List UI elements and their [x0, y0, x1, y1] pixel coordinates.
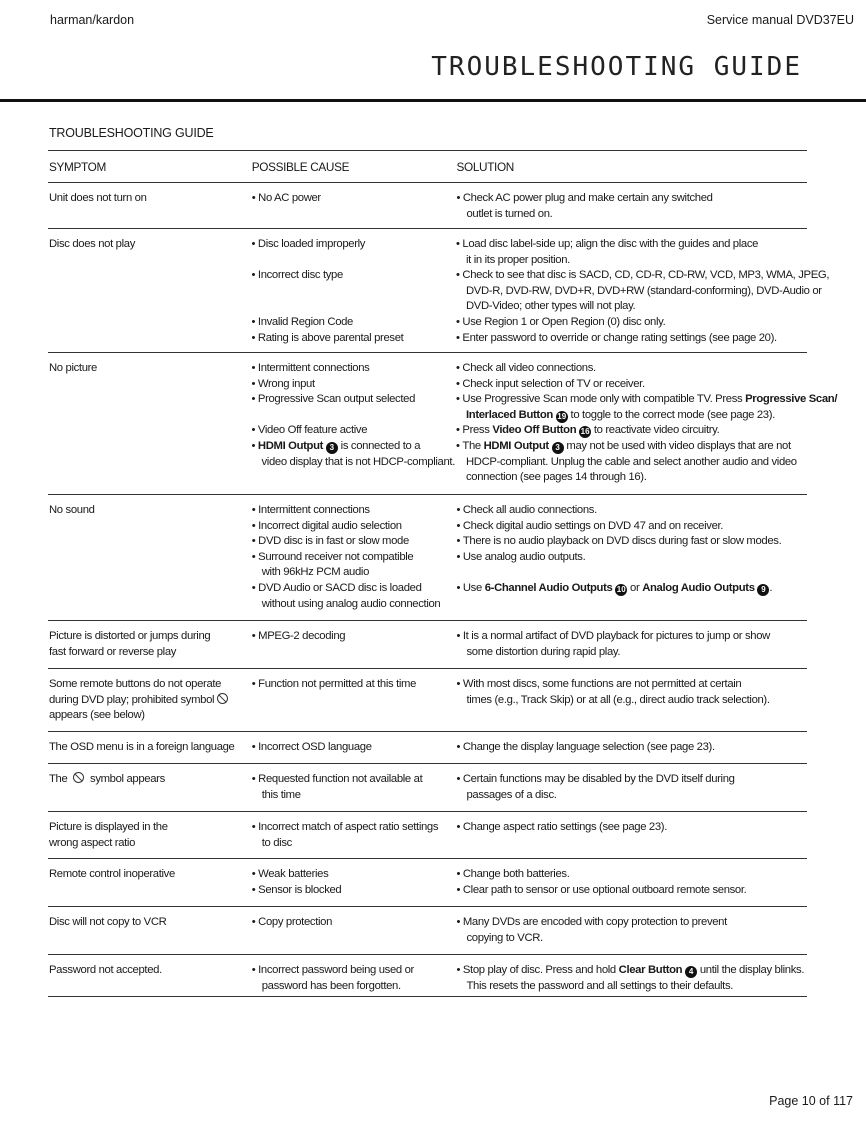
cause-cell: [252, 353, 457, 494]
cause-item: • Surround receiver not compatible: [252, 550, 457, 566]
solution-cell: [456, 764, 807, 811]
button-number-badge: 4: [685, 966, 697, 978]
output-name: 6-Channel Audio Outputs: [484, 581, 613, 594]
symptom-cell: [48, 183, 252, 228]
solution-item-continued: HDCP-compliant. Unplug the cable and select another audio and video: [466, 455, 797, 468]
prohibited-icon: [73, 772, 84, 783]
table-row: [48, 494, 807, 620]
solution-item: • With most discs, some functions are not permitted at certain: [456, 677, 807, 693]
solution-item: • Check to see that disc is SACD, CD, CD-R, CD-RW, VCD, MP3, WMA, JPEG,: [456, 268, 807, 284]
solution-cell: [456, 732, 807, 763]
cause-cell: [252, 859, 457, 906]
solution-item: • Certain functions may be disabled by the DVD itself during: [456, 772, 807, 788]
button-name: HDMI Output: [483, 439, 549, 452]
solution-cell: [456, 907, 807, 954]
button-name: Interlaced Button: [466, 408, 553, 421]
solution-text: Use: [462, 581, 482, 594]
cause-item: • Sensor is blocked: [252, 883, 457, 899]
solution-item: • Check digital audio settings on DVD 47 and on receiver.: [456, 519, 807, 535]
solution-text: to reactivate video circuitry.: [593, 424, 720, 437]
solution-item: • Check all video connections.: [456, 361, 807, 377]
symptom-cell: [48, 955, 252, 996]
symptom-text: Remote control inoperative: [49, 868, 175, 880]
cause-item: • Copy protection: [252, 915, 457, 931]
table-row: [48, 352, 838, 494]
symptom-cell: [48, 732, 252, 763]
cause-item-continued: to disc: [261, 836, 292, 849]
solution-cell: [456, 353, 838, 494]
symptom-text-part: The: [49, 773, 68, 785]
cause-item: • No AC power: [252, 191, 457, 207]
header-rule: [0, 99, 866, 102]
symptom-text-part: during DVD play; prohibited symbol: [49, 693, 215, 706]
cause-item-continued: this time: [261, 788, 301, 801]
solution-item: • Many DVDs are encoded with copy protection to prevent: [456, 915, 807, 931]
cause-item: • Function not permitted at this time: [252, 677, 457, 693]
hdmi-output-label: HDMI Output: [257, 439, 324, 452]
cause-item: • Incorrect disc type: [252, 268, 457, 284]
solution-text: or: [630, 581, 640, 594]
solution-item: • There is no audio playback on DVD discs during fast or slow modes.: [456, 534, 807, 550]
cause-cell: [252, 229, 457, 352]
solution-item: • Check input selection of TV or receiver.: [456, 377, 807, 393]
table-row: [48, 731, 807, 763]
button-number-badge: 9: [757, 584, 769, 596]
cause-item: • Weak batteries: [252, 867, 457, 883]
solution-item-continued: connection (see pages 14 through 16).: [466, 471, 647, 484]
symptom-text: No sound: [49, 504, 95, 516]
page-title: TROUBLESHOOTING GUIDE: [431, 52, 802, 82]
cause-text: is connected to a: [340, 439, 421, 452]
solution-item-continued: [456, 408, 807, 424]
cause-item: • Wrong input: [252, 377, 457, 393]
solution-item: • Change aspect ratio settings (see page 23).: [456, 820, 807, 836]
solution-cell: [456, 859, 807, 906]
symptom-text: [49, 772, 252, 788]
symptom-text: No picture: [49, 362, 97, 374]
symptom-cell: [48, 907, 252, 954]
solution-cell: [456, 183, 807, 228]
symptom-text: The OSD menu is in a foreign language: [49, 741, 235, 753]
cause-item: • Intermittent connections: [252, 503, 457, 519]
solution-item-continued: copying to VCR.: [466, 931, 543, 944]
button-name: Video Off Button: [492, 424, 577, 437]
cause-item: • Disc loaded improperly: [252, 237, 457, 253]
solution-item: • Change both batteries.: [456, 867, 807, 883]
solution-text: may not be used with video displays that are not: [566, 439, 791, 452]
symptom-cell: [48, 229, 252, 352]
solution-item-continued: DVD-R, DVD-RW, DVD+R, DVD+RW (standard-conforming), DVD-Audio or: [466, 284, 822, 297]
solution-text: The: [462, 439, 481, 452]
symptom-text: fast forward or reverse play: [49, 645, 177, 658]
cause-item: • Requested function not available at: [252, 772, 457, 788]
button-number-badge: 3: [326, 442, 338, 454]
table-row: [48, 763, 807, 811]
symptom-cell: [48, 669, 252, 731]
solution-item: [456, 963, 807, 979]
symptom-text: [49, 693, 252, 709]
solution-cell: [456, 812, 807, 858]
symptom-text: Picture is displayed in the: [49, 821, 168, 833]
cause-cell: [252, 812, 457, 858]
cause-item: • Incorrect match of aspect ratio settings: [252, 820, 457, 836]
cause-cell: [252, 764, 457, 811]
cause-cell: [252, 183, 457, 228]
solution-item: • Clear path to sensor or use optional outboard remote sensor.: [456, 883, 807, 899]
cause-cell: [252, 907, 457, 954]
table-row: [48, 668, 807, 731]
button-number-badge: 19: [557, 411, 567, 421]
brand-name: harman/kardon: [50, 13, 135, 27]
symptom-cell: [48, 495, 252, 620]
solution-item: • It is a normal artifact of DVD playback for pictures to jump or show: [456, 629, 807, 645]
solution-text: to toggle to the correct mode (see page 23).: [570, 408, 775, 421]
solution-cell: [456, 955, 807, 996]
column-header-cause: POSSIBLE CAUSE: [251, 159, 350, 174]
solution-item-continued: some distortion during rapid play.: [466, 645, 621, 658]
table-header-row: [48, 150, 807, 182]
symptom-text: appears (see below): [49, 709, 145, 722]
table-row: [48, 620, 807, 668]
solution-text: Press: [462, 424, 490, 437]
symptom-text: Picture is distorted or jumps during: [49, 630, 211, 642]
button-name: Progressive Scan/: [745, 393, 838, 406]
solution-item: • Use Region 1 or Open Region (0) disc only.: [456, 315, 807, 331]
cause-item: • Video Off feature active: [252, 423, 457, 439]
solution-item: [456, 439, 807, 455]
cause-item-continued: video display that is not HDCP-compliant.: [261, 455, 455, 468]
prohibited-icon: [217, 693, 228, 704]
button-number-badge: 10: [616, 584, 626, 594]
solution-item: [456, 581, 807, 597]
symptom-text: Disc does not play: [49, 238, 136, 250]
cause-item-continued: without using analog audio connection: [261, 597, 441, 610]
symptom-text: Disc will not copy to VCR: [49, 916, 167, 928]
cause-item-continued: password has been forgotten.: [261, 979, 401, 992]
solution-text: Stop play of disc. Press and hold: [462, 964, 616, 976]
solution-item: • Enter password to override or change rating settings (see page 20).: [456, 331, 807, 347]
column-header-symptom: SYMPTOM: [49, 159, 106, 174]
symptom-text: Unit does not turn on: [49, 192, 147, 204]
cause-cell: [252, 955, 457, 996]
cause-item: • Rating is above parental preset: [252, 331, 457, 347]
solution-text: Use Progressive Scan mode only with compatible TV. Press: [462, 393, 743, 406]
cause-item: • Progressive Scan output selected: [252, 392, 457, 408]
solution-cell: [456, 229, 830, 352]
solution-item-continued: This resets the password and all settings to their defaults.: [466, 979, 734, 992]
table-row: [48, 858, 807, 906]
button-name: Clear Button: [618, 964, 683, 976]
cause-item: • DVD disc is in fast or slow mode: [252, 534, 457, 550]
solution-item: [456, 423, 807, 439]
table-row: [48, 228, 830, 352]
symptom-cell: [48, 764, 252, 811]
symptom-cell: [48, 621, 252, 668]
section-title: TROUBLESHOOTING GUIDE: [49, 126, 214, 140]
solution-item: • Check AC power plug and make certain any switched: [456, 191, 807, 207]
solution-item-continued: it in its proper position.: [466, 253, 570, 266]
solution-item-continued: passages of a disc.: [466, 788, 557, 801]
symptom-cell: [48, 353, 252, 494]
cause-item: [252, 439, 457, 455]
table-row: [48, 906, 807, 954]
symptom-cell: [48, 812, 252, 858]
cause-item: • Incorrect digital audio selection: [252, 519, 457, 535]
solution-cell: [456, 621, 807, 668]
solution-item-continued: DVD-Video; other types will not play.: [466, 300, 636, 313]
solution-item-continued: times (e.g., Track Skip) or at all (e.g., direct audio track selection).: [466, 693, 770, 706]
solution-cell: [456, 495, 807, 620]
cause-item: • Incorrect password being used or: [252, 963, 457, 979]
cause-item: • MPEG-2 decoding: [252, 629, 457, 645]
table-row: [48, 182, 807, 228]
cause-cell: [252, 669, 457, 731]
cause-item: • DVD Audio or SACD disc is loaded: [252, 581, 457, 597]
output-name: Analog Audio Outputs: [642, 581, 755, 594]
table-row: [48, 811, 807, 858]
solution-text: .: [769, 581, 773, 594]
cause-item-continued: with 96kHz PCM audio: [261, 566, 370, 579]
symptom-cell: [48, 859, 252, 906]
symptom-text: Password not accepted.: [49, 964, 162, 976]
cause-cell: [252, 495, 457, 620]
cause-item: • Incorrect OSD language: [252, 740, 457, 756]
solution-item: • Change the display language selection (see page 23).: [456, 740, 807, 756]
symptom-text: wrong aspect ratio: [49, 836, 136, 849]
cause-item: • Invalid Region Code: [252, 315, 457, 331]
column-header-solution: SOLUTION: [456, 159, 514, 174]
troubleshooting-table: [48, 150, 838, 997]
solution-item: • Check all audio connections.: [456, 503, 807, 519]
solution-item: • Load disc label-side up; align the disc with the guides and place: [456, 237, 807, 253]
table-row: [48, 954, 807, 997]
solution-item-continued: outlet is turned on.: [466, 207, 553, 220]
button-number-badge: 16: [580, 427, 590, 437]
symptom-text-part: symbol appears: [90, 773, 165, 785]
manual-title: Service manual DVD37EU: [706, 13, 854, 27]
cause-cell: [252, 732, 457, 763]
solution-cell: [456, 669, 807, 731]
solution-text: until the display blinks.: [699, 964, 805, 976]
solution-item: • Use analog audio outputs.: [456, 550, 807, 566]
solution-item: [456, 392, 838, 408]
cause-cell: [252, 621, 457, 668]
button-number-badge: 3: [552, 442, 564, 454]
symptom-text: Some remote buttons do not operate: [49, 678, 222, 690]
page-number: Page 10 of 117: [769, 1094, 853, 1108]
cause-item: • Intermittent connections: [252, 361, 457, 377]
